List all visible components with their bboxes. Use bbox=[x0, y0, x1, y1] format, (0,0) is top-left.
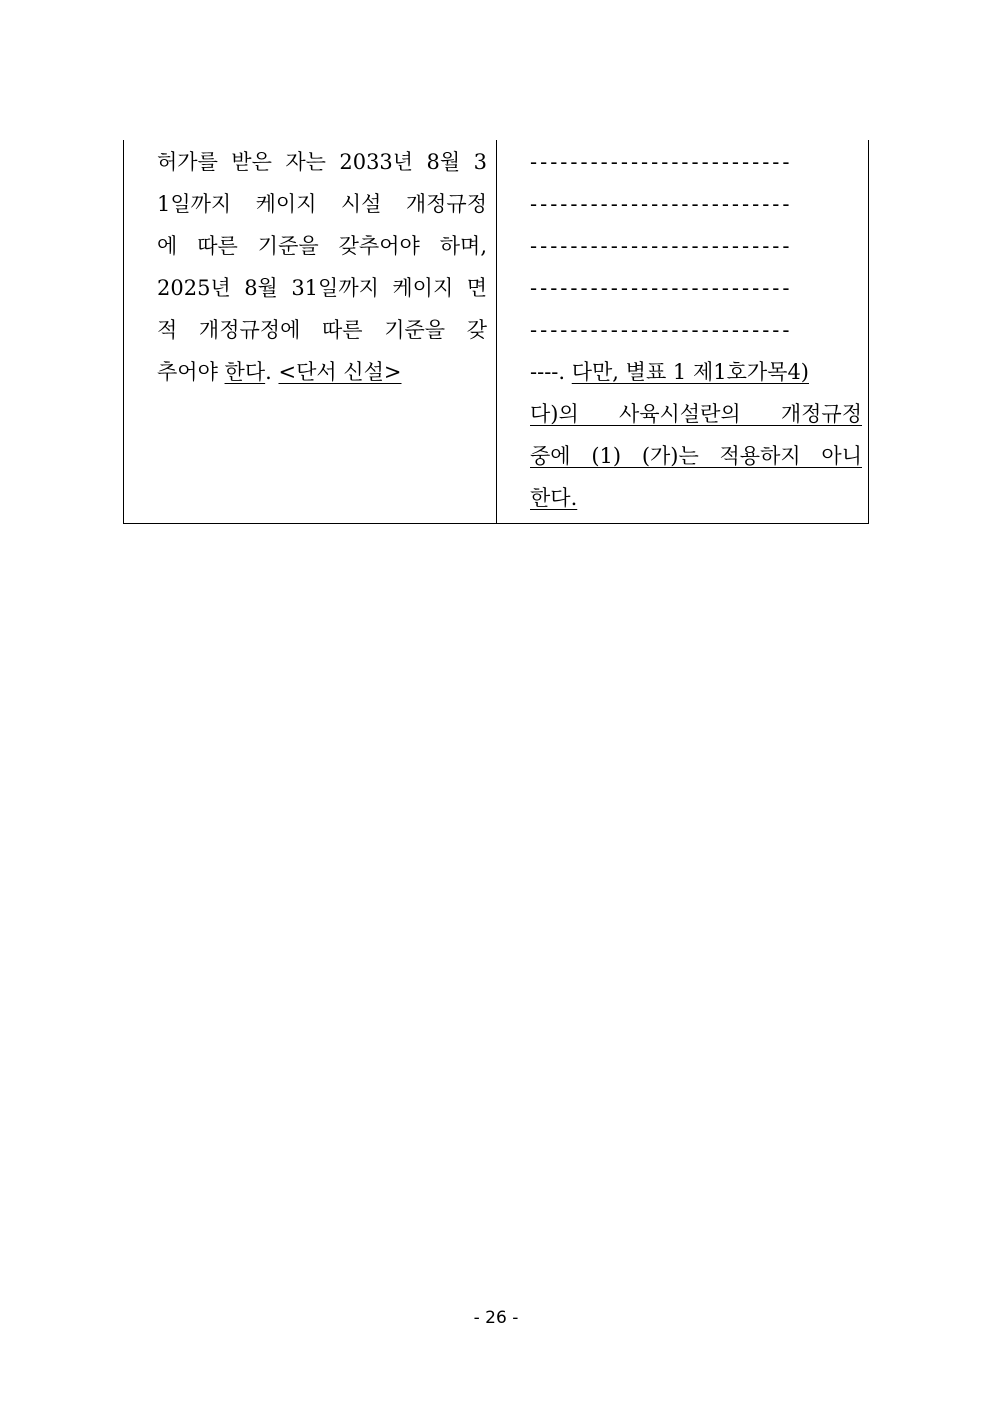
left-line-3: 에 따른 기준을 갖추어야 하며, bbox=[157, 234, 487, 258]
left-line-1: 허가를 받은 자는 2033년 8월 3 bbox=[157, 150, 487, 174]
right-dash-line-1: -------------------------- bbox=[530, 150, 793, 174]
underlined-handa: 한다 bbox=[224, 360, 266, 384]
right-line-8: 중에 (1) (가)는 적용하지 아니 bbox=[530, 444, 862, 468]
right-dash-line-2: -------------------------- bbox=[530, 192, 793, 216]
left-line-2: 1일까지 케이지 시설 개정규정 bbox=[157, 192, 487, 216]
right-dash-line-5: -------------------------- bbox=[530, 318, 793, 342]
right-line-6-underlined: 다만, 별표 1 제1호가목4) bbox=[571, 360, 809, 384]
proviso-new-tag: <단서 신설> bbox=[278, 360, 402, 384]
right-line-7: 다)의 사육시설란의 개정규정 bbox=[530, 402, 862, 426]
left-line-5: 적 개정규정에 따른 기준을 갖 bbox=[157, 318, 487, 342]
right-line-9-underlined: 한다. bbox=[530, 486, 578, 510]
right-line-6 bbox=[530, 351, 862, 393]
column-divider bbox=[496, 140, 497, 523]
right-line-6-prefix: ----. bbox=[530, 360, 572, 384]
left-line-6-prefix: 추어야 bbox=[157, 360, 225, 384]
left-line-6-mid: . bbox=[265, 360, 279, 384]
right-dash-line-3: -------------------------- bbox=[530, 234, 793, 258]
right-dash-line-4: -------------------------- bbox=[530, 276, 793, 300]
page-number: - 26 - bbox=[473, 1308, 519, 1328]
left-line-4: 2025년 8월 31일까지 케이지 면 bbox=[157, 276, 487, 300]
left-line-6 bbox=[157, 351, 487, 393]
comparison-table bbox=[123, 140, 869, 524]
right-line-9 bbox=[530, 477, 862, 519]
